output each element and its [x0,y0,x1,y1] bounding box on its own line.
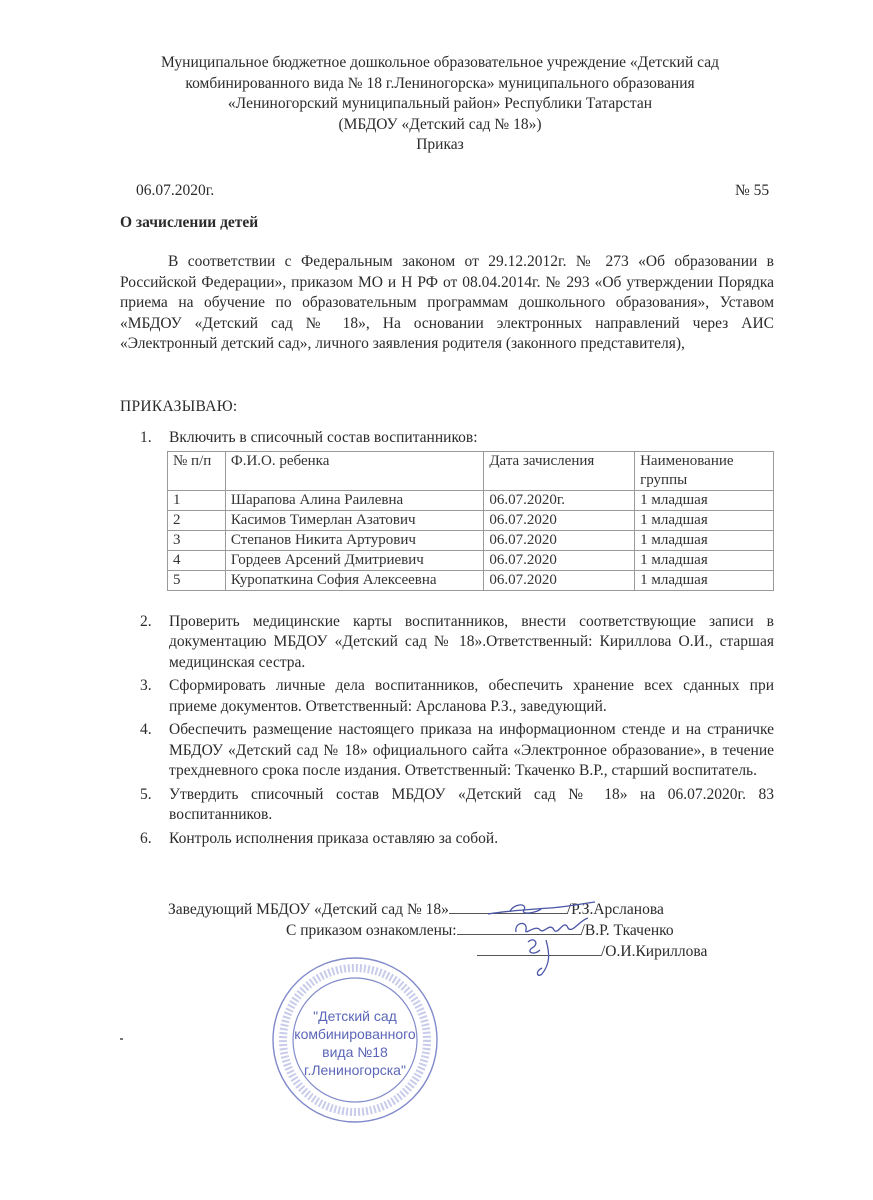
ack-name-2: /О.И.Кириллова [601,943,708,960]
official-stamp [270,955,440,1125]
order-item-2 [140,612,774,674]
cell-date: 06.07.2020 [484,570,635,590]
signature-block [168,898,768,961]
item-number: 3. [140,677,152,694]
item-text: Проверить медицинские карты воспитанников, внести соответствующие записи в документацию МБДОУ «Детский сад № 18».Ответственный: Кириллова О.И., старшая медицинская сестра. [169,612,774,671]
org-short-name: (МБДОУ «Детский сад № 18») [338,115,542,133]
table-row [168,530,774,550]
cell-number: 3 [168,530,226,550]
cell-group: 1 младшая [635,530,774,550]
item-text: Обеспечить размещение настоящего приказа на информационном стенде и на страничке МБДОУ «Детский сад № 18» официального сайта «Электронное образование», в течение трехдневного срока после издания. Ответственный: Ткаченко В.Р., старший воспитатель. [169,721,774,779]
table-row [168,510,774,530]
cell-number: 5 [168,570,226,590]
cell-name: Шарапова Алина Раилевна [225,490,483,510]
item-text: Включить в списочный состав воспитанников: [169,429,478,446]
ack-signature-row-2 [168,940,768,961]
cell-name: Куропаткина София Алексеевна [225,570,483,590]
cell-name: Касимов Тимерлан Азатович [225,510,483,530]
item-number: 1. [140,429,152,446]
cell-group: 1 младшая [635,570,774,590]
enrolled-children-table [167,451,774,591]
document-header [120,53,760,156]
item-number: 4. [140,721,152,738]
cell-number: 1 [168,490,226,510]
cell-date: 06.07.2020г. [484,490,635,510]
document-type: Приказ [416,136,464,153]
cell-group: 1 младшая [635,510,774,530]
org-name-line-3: «Лениногорский муниципальный район» Республики Татарстан [227,95,653,112]
table-header-row [168,451,774,490]
item-number: 6. [140,829,152,847]
table-row [168,570,774,590]
cell-name: Степанов Никита Артурович [225,530,483,550]
stamp-line-3: вида №18 [322,1044,388,1060]
item-text: Сформировать личные дела воспитанников, обеспечить хранение всех сданных при приеме документов. Ответственный: Арсланова Р.З., заведующий. [169,677,774,715]
order-item-5 [140,785,774,826]
cell-name: Гордеев Арсений Дмитриевич [225,550,483,570]
order-item-4 [140,720,774,782]
ack-label: С приказом ознакомлены: [286,922,457,939]
order-date: 06.07.2020г. [136,182,215,199]
org-name-line-2: комбинированного вида № 18 г.Лениногорска» муниципального образования [185,74,695,92]
header-cell-name: Ф.И.О. ребенка [225,451,483,490]
header-cell-group: Наименование группы [635,451,774,490]
ack-name-1: /В.Р. Ткаченко [580,922,674,939]
order-item-3 [140,676,774,717]
order-item-6 [140,829,774,850]
table-row [168,490,774,510]
item-number: 5. [140,785,152,803]
item-text: Утвердить списочный состав МБДОУ «Детский сад № 18» на 06.07.2020г. 83 воспитанников. [169,785,774,823]
order-title: О зачислении детей [120,214,259,231]
item-text: Контроль исполнения приказа оставляю за собой. [169,829,499,847]
cell-group: 1 младшая [635,490,774,510]
cell-date: 06.07.2020 [484,530,635,550]
header-cell-date: Дата зачисления [484,451,635,490]
stamp-line-4: г.Лениногорска" [304,1062,406,1078]
cell-date: 06.07.2020 [484,550,635,570]
table-row [168,550,774,570]
ack-signature-row-1 [168,919,768,940]
item-number: 2. [140,612,152,630]
cell-date: 06.07.2020 [484,510,635,530]
cell-group: 1 младшая [635,550,774,570]
order-directive: ПРИКАЗЫВАЮ: [120,398,238,415]
stamp-line-2: комбинированного [294,1026,416,1042]
stamp-center-text [270,1007,440,1079]
head-label: Заведующий МБДОУ «Детский сад № 18» [168,901,449,918]
order-item-1 [140,428,774,609]
cell-number: 4 [168,550,226,570]
cell-number: 2 [168,510,226,530]
scan-speck [120,1038,123,1040]
order-number: № 55 [735,182,770,199]
head-name: /Р.З.Арсланова [566,901,664,918]
preamble [120,252,774,355]
preamble-text: В соответствии с Федеральным законом от 29.12.2012г. № 273 «Об образовании в Российской Федерации», приказом МО и Н РФ от 08.04.2014г. № 293 «Об утверждении Порядка приема на обучение по образовательным программам дошкольного образования», Уставом «МБДОУ «Детский сад № 18», На основании электронных направлений через АИС «Электронный детский сад», личного заявления родителя (законного представителя), [120,253,774,352]
head-signature-row [168,898,768,919]
org-name-line-1: Муниципальное бюджетное дошкольное образовательное учреждение «Детский сад [161,54,719,71]
header-cell-number: № п/п [168,451,226,490]
stamp-line-1: "Детский сад [313,1008,397,1024]
signature-kirillova-icon [520,934,570,979]
order-items [140,428,774,852]
